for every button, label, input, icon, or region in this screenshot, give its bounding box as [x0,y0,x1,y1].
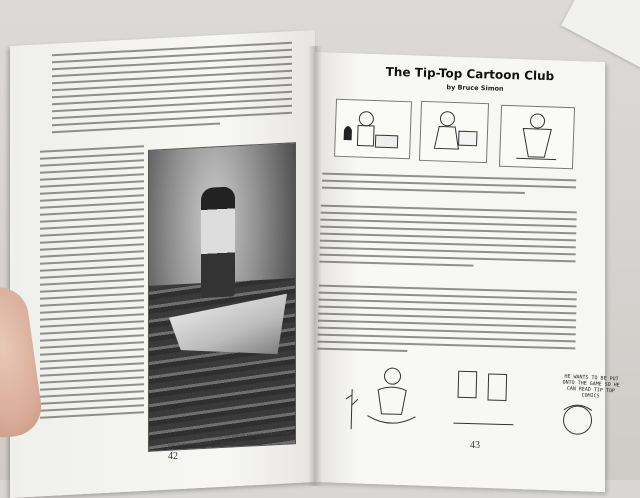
cartoon-panel-3 [499,105,575,170]
article-title: The Tip-Top Cartoon Club [385,64,555,84]
left-page-text-column [40,145,144,423]
left-page-text-top [52,42,292,139]
cartoon-bottom-left [337,359,435,433]
right-page-paragraph-3 [317,285,577,362]
right-page-number: 43 [470,440,480,451]
illustration-caption: "A shaft of light shot across the dim-lit sea and wrapped boat and man in a splendor of red and gold." [168,430,291,449]
right-page-paragraph-2 [319,205,577,275]
sea-illustration [148,142,296,452]
article-byline: by Bruce Simon [446,83,504,93]
cartoon-panel-1 [334,99,412,160]
cartoon-panel-2 [419,101,489,163]
cartoon-bottom-middle [443,363,531,435]
illustration-man [201,186,235,298]
cartoon-speech-bubble: HE WANTS TO BE PUT ONTO THE GAME SO HE CAN READ TIP TOP COMICS [562,373,620,400]
left-page-number: 42 [168,451,178,462]
